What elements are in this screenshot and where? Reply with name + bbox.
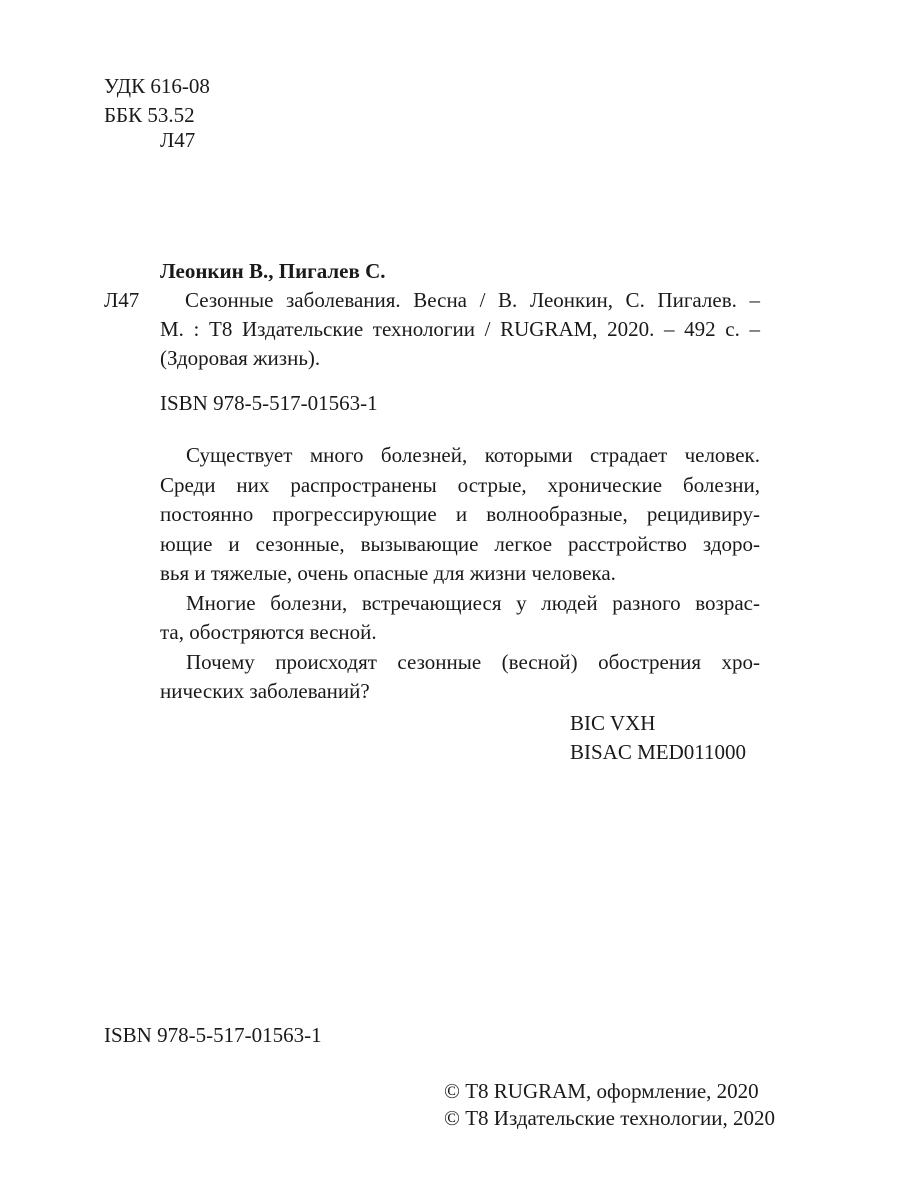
annotation-line: нических заболеваний?: [160, 679, 370, 703]
annotation-line: та, обостряются весной.: [160, 620, 377, 644]
bisac-code: BISAC MED011000: [570, 740, 746, 764]
record-line: М. : Т8 Издательские технологии / RUGRAM, 2020. – 492 с. –: [160, 317, 760, 341]
annotation-line: ющие и сезонные, вызывающие легкое расстройство здоро-: [160, 531, 760, 556]
annotation-line: постоянно прогрессирующие и волнообразные, рецидивиру-: [160, 502, 760, 526]
record-line: Сезонные заболевания. Весна / В. Леонкин, С. Пигалев. –: [185, 288, 760, 312]
copyright-design: © Т8 RUGRAM, оформление, 2020: [444, 1079, 759, 1103]
annotation-line: Почему происходят сезонные (весной) обострения хро-: [186, 649, 760, 674]
bic-code: BIC VXH: [570, 711, 656, 735]
bibliographic-record: [160, 286, 760, 373]
annotation-line: Многие болезни, встречающиеся у людей разного возрас-: [186, 590, 760, 615]
bbk-code: ББК 53.52: [104, 103, 195, 127]
annotation-line: Среди них распространены острые, хронические болезни,: [160, 472, 760, 497]
author-sign-left: Л47: [104, 288, 140, 312]
annotation: [160, 441, 760, 707]
authors-heading: Леонкин В., Пигалев С.: [160, 259, 386, 283]
record-line: (Здоровая жизнь).: [160, 346, 321, 370]
annotation-line: Существует много болезней, которыми страдает человек.: [186, 443, 760, 467]
udk-code: УДК 616-08: [104, 74, 210, 98]
isbn-footer: ISBN 978-5-517-01563-1: [104, 1023, 322, 1047]
copyright-publisher: © Т8 Издательские технологии, 2020: [444, 1106, 775, 1130]
isbn-record: ISBN 978-5-517-01563-1: [160, 391, 378, 415]
annotation-line: вья и тяжелые, очень опасные для жизни человека.: [160, 561, 616, 585]
author-sign-top: Л47: [160, 128, 196, 152]
